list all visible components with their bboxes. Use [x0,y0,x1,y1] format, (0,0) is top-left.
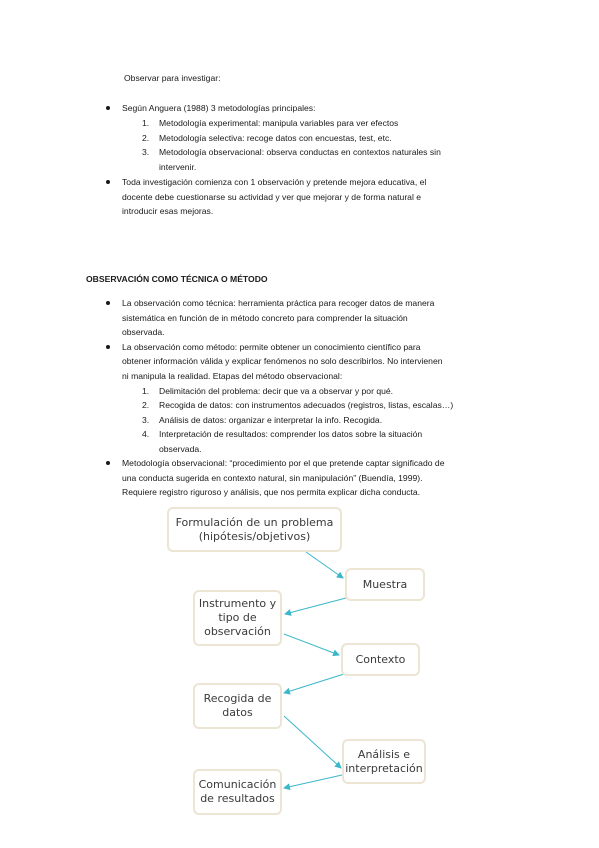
observational-line1: Metodología observacional: “procedimiento por el que pretende captar significado de [122,458,445,468]
list-number: 3. [142,415,150,425]
stage-data-collection: Recogida de datos: con instrumentos adecuados (registros, listas, escalas…) [159,400,454,410]
arrow-2 [285,598,346,614]
method-observational-cont: intervenir. [159,162,197,172]
box-label: Formulación de un problema (hipótesis/objetivos) [175,515,334,543]
section-heading: OBSERVACIÓN COMO TÉCNICA O MÉTODO [86,274,268,284]
method-line1: La observación como método: permite obtener un conocimiento científico para [122,342,421,352]
diagram-box-context [341,643,420,676]
diagram-box-instrument [193,590,282,646]
technique-line3: observada. [122,327,165,337]
diagram-box-sample [345,568,425,601]
anguera-bullet: Según Anguera (1988) 3 metodologías principales: [122,103,316,113]
arrow-5 [284,716,341,768]
box-label: Recogida de datos [203,692,272,719]
arrow-1 [306,552,343,578]
diagram-box-communication [193,769,282,815]
stage-interpretation-cont: observada. [159,444,202,454]
technique-line2: sistemática en función de in método concreto para comprender la situación [122,313,408,323]
box-label: Comunicación de resultados [198,778,277,805]
diagram-box-data-collection [193,683,282,729]
method-line2: obtener información válida y explicar fenómenos no solo describirlos. No intervienen [122,356,443,366]
investigation-bullet-line1: Toda investigación comienza con 1 observación y pretende mejora educativa, el [122,177,427,187]
box-label: Contexto [355,652,406,666]
method-observational: Metodología observacional: observa conductas en contextos naturales sin [159,147,441,157]
technique-line1: La observación como técnica: herramienta práctica para recoger datos de manera [122,298,435,308]
stage-analysis: Análisis de datos: organizar e interpretar la info. Recogida. [159,415,383,425]
list-number: 1. [142,386,150,396]
stage-interpretation: Interpretación de resultados: comprender los datos sobre la situación [159,429,423,439]
diagram-box-analysis [342,739,426,784]
method-experimental: Metodología experimental: manipula variables para ver efectos [159,118,399,128]
observational-line2: una conducta sugerida en contexto natural, sin manipulación” (Buendía, 1999). [122,473,423,483]
diagram-box-problem [167,507,342,552]
investigation-bullet-line2: docente debe cuestionarse su actividad y ver que mejorar y de forma natural e [122,192,422,202]
list-number: 2. [142,133,150,143]
list-number: 2. [142,400,150,410]
stage-delimitation: Delimitación del problema: decir que va a observar y por qué. [159,386,394,396]
box-label: Instrumento y tipo de observación [198,597,277,638]
arrow-4 [284,674,344,693]
arrow-3 [284,634,339,655]
observational-line3: Requiere registro riguroso y análisis, que nos permita explicar dicha conducta. [122,487,421,497]
list-number: 3. [142,147,150,157]
method-line3: ni manipula la realidad. Etapas del método observacional: [122,371,343,381]
box-label: Análisis e interpretación [345,747,423,775]
list-number: 1. [142,118,150,128]
method-selective: Metodología selectiva: recoge datos con encuestas, test, etc. [159,133,392,143]
box-label: Muestra [362,577,408,591]
list-number: 4. [142,429,150,439]
investigation-bullet-line3: introducir esas mejoras. [122,206,214,216]
intro-title: Observar para investigar: [124,73,221,83]
arrow-6 [284,775,342,788]
